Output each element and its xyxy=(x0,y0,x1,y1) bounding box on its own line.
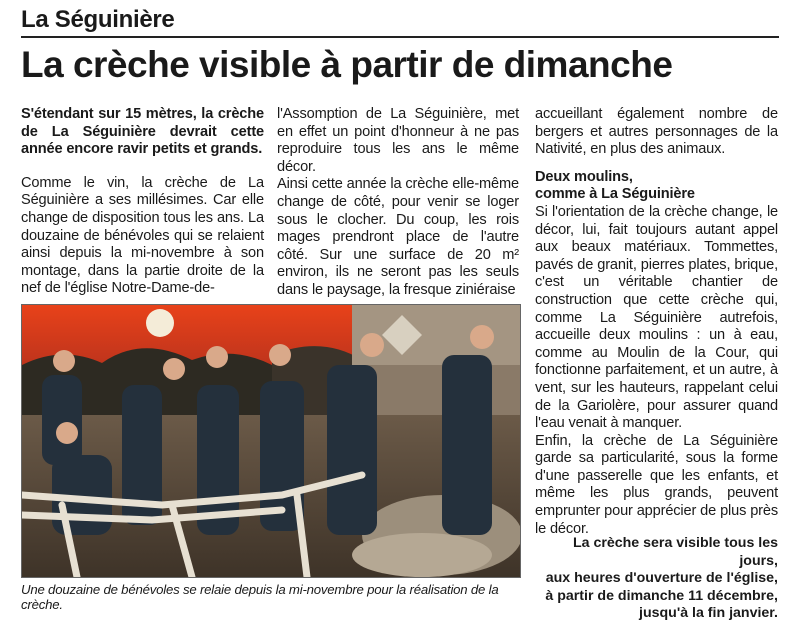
body-paragraph: accueillant également nombre de bergers et autres personnages de la Nativité, en plus des animaux. xyxy=(535,106,778,158)
closing-note xyxy=(535,535,778,623)
article-column-2 xyxy=(277,106,519,300)
closing-line: jusqu'à la fin janvier. xyxy=(639,605,778,622)
rubric-divider xyxy=(21,36,779,38)
body-paragraph: l'Assomption de La Séguinière, met en effet un point d'honneur à ne pas reproduire tous les ans le même décor. xyxy=(277,106,519,175)
article-lead: S'étendant sur 15 mètres, la crèche de La Séguinière devrait cette année encore ravir petits et grands. xyxy=(21,106,264,158)
photo-illustration xyxy=(22,305,520,577)
body-paragraph: Comme le vin, la crèche de La Séguinière a ses millésimes. Car elle change de disposition tous les ans. La douzaine de bénévoles qui se relaient ainsi depuis la mi-novembre à son montage, dans la partie droite de la nef de l'église Notre-Dame-de- xyxy=(21,174,264,297)
section-rubric: La Séguinière xyxy=(21,6,175,33)
article-photo xyxy=(21,304,521,578)
article-column-1 xyxy=(21,106,264,298)
article-headline: La crèche visible à partir de dimanche xyxy=(21,44,673,85)
body-paragraph: Si l'orientation de la crèche change, le décor, lui, fait toujours autant appel aux beaux matériaux. Tommettes, pavés de granit, pierres plates, brique, c'est un véritable chantier de construction que cette crèche qui, comme La Séguinière autrefois, accueille deux moulins : un à eau, comme au Moulin de la Cour, qui fonctionne parfaitement, et un autre, à vent, sur les hauteurs, rappelant celui de la Gariolère, pour assurer quand l'eau venait à manquer. xyxy=(535,203,778,432)
body-paragraph: Ainsi cette année la crèche elle-même change de côté, pour venir se loger sous le clocher. Du coup, les rois mages prendront place de l'autre côté. Sur une surface de 20 m² environ, ils ne seront pas les seuls dans le paysage, la fresque ziniéraise xyxy=(277,176,519,298)
article-column-3 xyxy=(535,106,778,538)
closing-line: à partir de dimanche 11 décembre, xyxy=(545,587,778,604)
subheading-line: comme à La Séguinière xyxy=(535,186,695,203)
photo-caption: Une douzaine de bénévoles se relaie depuis la mi-novembre pour la réalisation de la crèche. xyxy=(21,582,499,612)
body-paragraph: Enfin, la crèche de La Séguinière garde sa particularité, sous la forme d'une passerelle que les enfants, et même les plus grands, peuvent emprunter pour apprécier de plus près le décor. xyxy=(535,432,778,537)
closing-line: La crèche sera visible tous les jours, xyxy=(572,535,778,569)
closing-line: aux heures d'ouverture de l'église, xyxy=(545,570,778,587)
subheading xyxy=(535,169,778,204)
subheading-line: Deux moulins, xyxy=(535,168,633,185)
